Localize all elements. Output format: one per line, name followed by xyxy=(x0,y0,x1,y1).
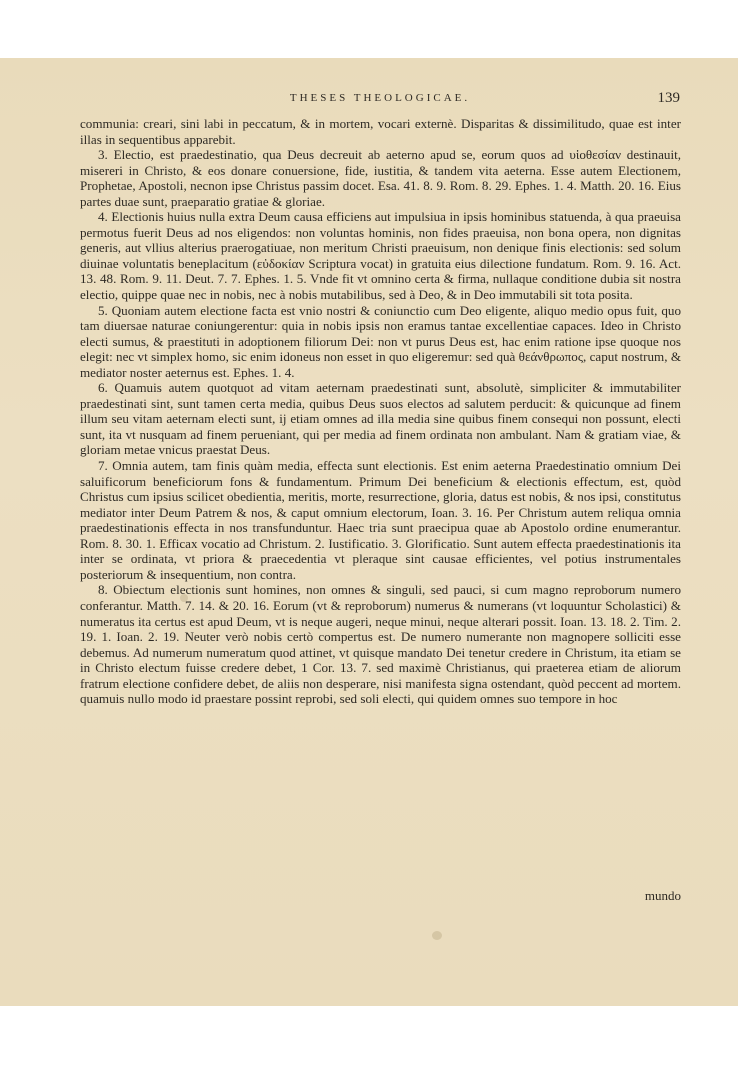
catchword: mundo xyxy=(644,888,681,903)
paragraph-8: 8. Obiectum electionis sunt homines, non omnes & singuli, sed pauci, si cum magno reproborum numero conferantur. Matth. 7. 14. & 20. 16. Eorum (vt & reproborum) numerus & numerans (vt loquuntur Scholastici) & numeratus ita certus est apud Deum, vt is neque augeri, neque minui, neque alterari possit. Ioan. 13. 18. 2. Tim. 2. 19. 1. Ioan. 2. 19. Neuter verò nobis certò compertus est. De numero numerante non magnopere solliciti esse debemus. Ad numerum numeratum quod attinet, vt quisque mandato Dei tenetur credere in Christum, ita etiam se in Christo electum fuisse credere debet, 1 Cor. 13. 7. sed maximè Christianus, qui praeterea etiam de aliorum fratrum electione confidere debet, de aliis non desperare, nisi manifesta signa ostendant, quòd peccent ad mortem. quamuis nullo modo id praestare possint reprobi, sed soli electi, qui quidem omnes suo tempore in hoc xyxy=(80,582,681,707)
paragraph-3: 3. Electio, est praedestinatio, qua Deus decreuit ab aeterno apud se, eorum quos ad υἱοθεσίαν destinauit, misereri in Christo, & eos donare conuersione, fide, iustitia, & tandem vita aeterna. Esse autem Electionem, Prophetae, Apostoli, necnon ipse Christus passim docet. Esa. 41. 8. 9. Rom. 8. 29. Ephes. 1. 4. Matth. 20. 16. Eius partes duae sunt, praeparatio gratiae & gloriae. xyxy=(80,147,681,209)
paragraph-4: 4. Electionis huius nulla extra Deum causa efficiens aut impulsiua in ipsis hominibus statuenda, à qua praeuisa permotus fuerit Deus ad nos eligendos: non voluntas hominis, non fides praeuisa, non bona opera, non dignitas generis, aut vllius alterius praerogatiuae, non meritum Christi praeuisum, non denique finis electionis: sed solum diuinae voluntatis beneplacitum (εὐδοκίαν Scriptura vocat) in gratuita eius dilectione fundatum. Rom. 9. 16. Act. 13. 48. Rom. 9. 11. Deut. 7. 7. Ephes. 1. 5. Vnde fit vt omnino certa & firma, nullaque conditione dubia sit nostra electio, quippe quae nec in nobis, nec à nobis mutabilibus, sed à Deo, & in Deo immutabili sit tota posita. xyxy=(80,209,681,303)
page-header xyxy=(80,92,680,112)
paragraph-5: 5. Quoniam autem electione facta est vnio nostri & coniunctio cum Deo eligente, aliquo medio opus fuit, quo tam diuersae naturae coniungerentur: quia in nobis ipsis non eramus tantae excellentiae capaces. Ideo in Christo electi sumus, & praestituti in adoptionem filiorum Dei: non vt purus Deus est, hac enim ratione ipse quoque nos elegit: nec vt simplex homo, sic enim idoneus non esset in quo eligeremur: sed quà θεάνθρωπος, caput nostrum, & mediator noster aeternus est. Ephes. 1. 4. xyxy=(80,302,681,380)
body-text xyxy=(80,116,681,707)
running-title: THESES THEOLOGICAE. xyxy=(289,92,471,104)
page-number: 139 xyxy=(657,90,680,106)
paragraph-6: 6. Quamuis autem quotquot ad vitam aeternam praedestinati sunt, absolutè, simpliciter & immutabiliter praedestinati sint, sunt tamen certa media, quibus Deus suos electos ad salutem perducit: & quicunque ad finem illum seu vitam aeternam electi sunt, ij etiam omnes ad illa media sine quibus finem consequi non possunt, electi sunt, ita vt nusquam ad finem perueniant, qui per media ad finem ordinata non ambulant. Nam & gratiam viae, & gloriam metae vnicus praestat Deus. xyxy=(80,380,681,458)
paragraph-continuation: communia: creari, sini labi in peccatum, & in mortem, vocari externè. Disparitas & dissimilitudo, quae est inter illas in sequentibus apparebit. xyxy=(80,116,681,147)
page-smudge xyxy=(432,931,442,940)
paragraph-7: 7. Omnia autem, tam finis quàm media, effecta sunt electionis. Est enim aeterna Praedestinatio omnium Dei saluificorum beneficiorum fons & fundamentum. Primum Dei beneficium & electionis effectum, est, quòd Christus cum ipsius scilicet obedientia, meritis, morte, resurrectione, gloria, datus est nobis, & nos ipsi, constitutus mediator inter Deum Patrem & nos, & caput omnium electorum, Ioan. 3. 16. Per Christum autem reliqua omnia praedestinationis effecta in nos transfunduntur. Haec tria sunt praecipua quae ab Apostolo ordine enumerantur. Rom. 8. 30. 1. Efficax vocatio ad Christum. 2. Iustificatio. 3. Glorificatio. Sunt autem effecta praedestinationis ita inter se ordinata, vt priora & praecedentia vt pleraque sint causae efficientes, vel potius instrumentales posteriorum & insequentium, non contra. xyxy=(80,458,681,582)
bottom-margin xyxy=(0,1006,738,1068)
top-margin xyxy=(0,0,738,58)
